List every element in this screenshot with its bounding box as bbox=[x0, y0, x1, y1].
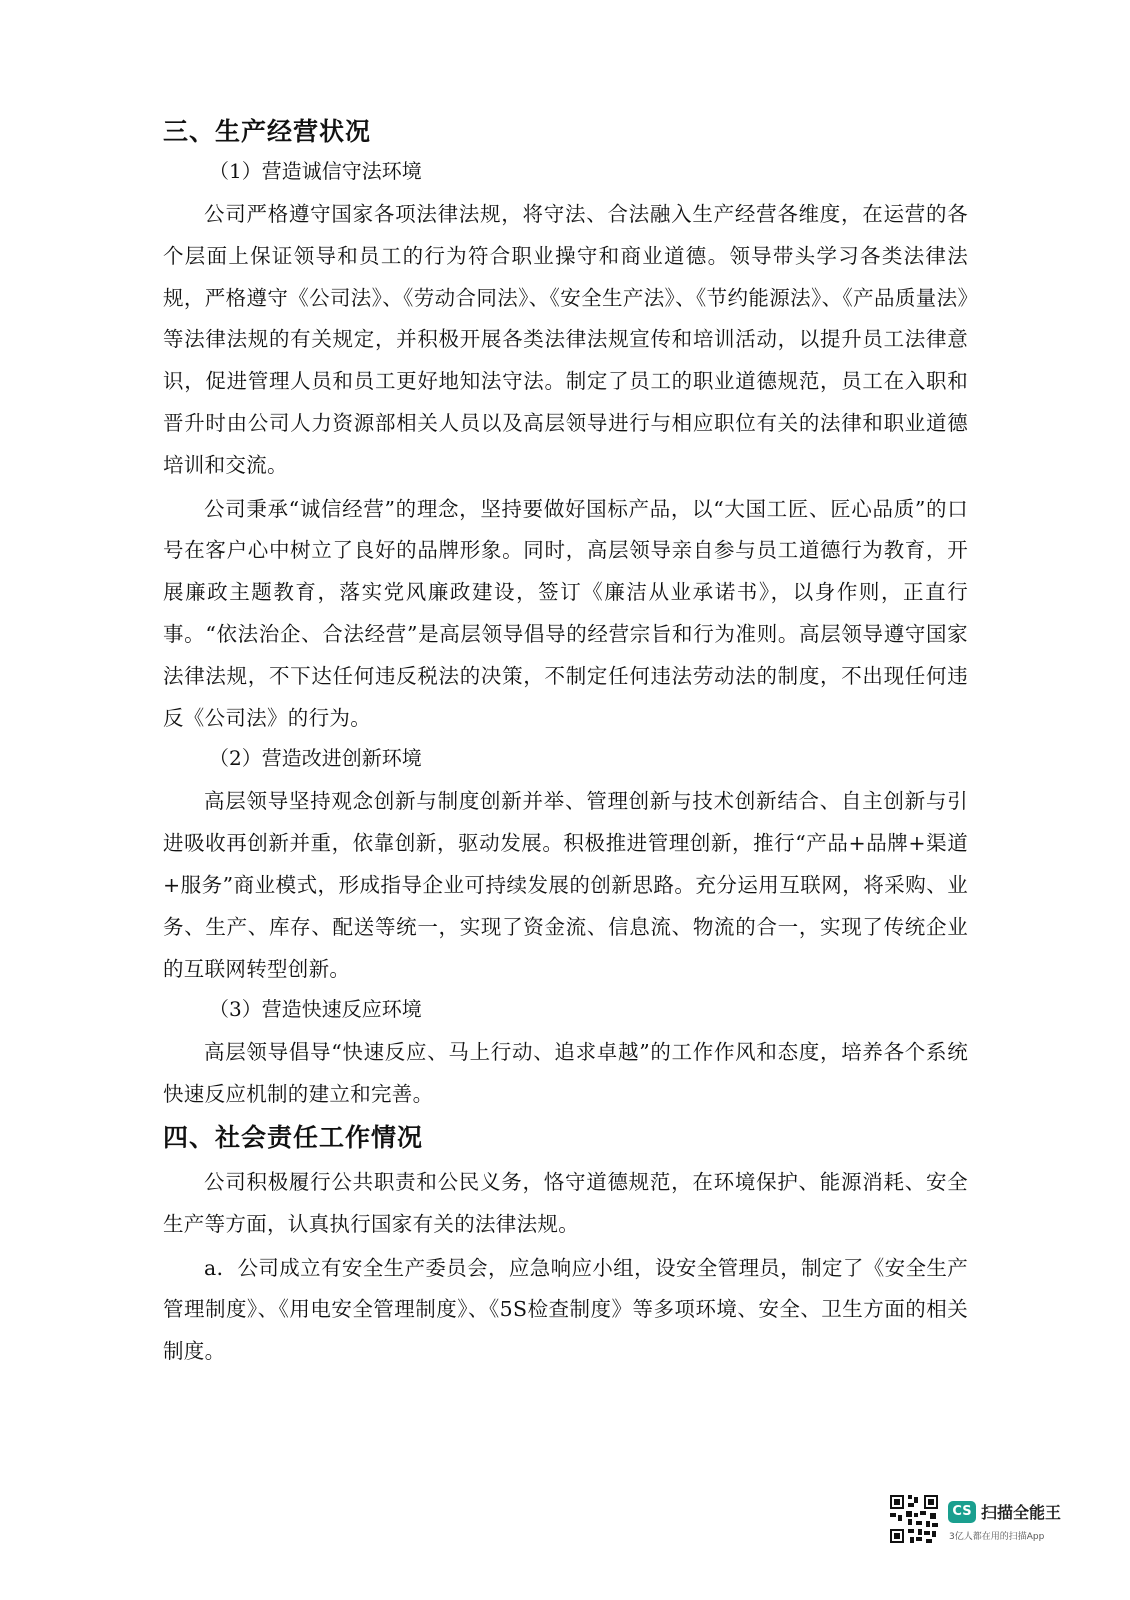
paragraph: 公司积极履行公共职责和公民义务，恪守道德规范，在环境保护、能源消耗、安全生产等方面，认真执行国家有关的法律法规。 bbox=[163, 1169, 968, 1236]
scanner-watermark bbox=[888, 1493, 1088, 1553]
subsection-1-title: （1）营造诚信守法环境 bbox=[209, 159, 422, 183]
subsection-3-title: （3）营造快速反应环境 bbox=[209, 997, 422, 1022]
section-4-heading: 四、社会责任工作情况 bbox=[163, 1122, 424, 1152]
paragraph: 高层领导倡导“快速反应、马上行动、追求卓越”的工作作风和态度，培养各个系统快速反应机制的建立和完善。 bbox=[163, 1040, 968, 1107]
brand-tagline: 3亿人都在用的扫描App bbox=[949, 1532, 1045, 1542]
section-3-heading: 三、生产经营状况 bbox=[163, 117, 372, 146]
document-body bbox=[163, 112, 968, 1375]
paragraph: 高层领导坚持观念创新与制度创新并举、管理创新与技术创新结合、自主创新与引进吸收再创新并重，依靠创新，驱动发展。积极推进管理创新，推行“产品+品牌+渠道+服务”商业模式，形成指导企业可持续发展的创新思路。充分运用互联网，将采购、业务、生产、库存、配送等统一，实现了资金流、信息流、物流的合一，实现了传统企业的互联网转型创新。 bbox=[163, 789, 968, 981]
camscanner-logo-icon: CS bbox=[948, 1501, 976, 1523]
brand-name: 扫描全能王 bbox=[981, 1503, 1062, 1522]
qr-code-icon bbox=[888, 1493, 940, 1545]
subsection-2-title: （2）营造改进创新环境 bbox=[209, 746, 422, 771]
paragraph: 公司秉承“诚信经营”的理念，坚持要做好国标产品，以“大国工匠、匠心品质”的口号在客户心中树立了良好的品牌形象。同时，高层领导亲自参与员工道德行为教育，开展廉政主题教育，落实党风廉政建设，签订《廉洁从业承诺书》，以身作则，正直行事。“依法治企、合法经营”是高层领导倡导的经营宗旨和行为准则。高层领导遵守国家法律法规，不下达任何违反税法的决策，不制定任何违法劳动法的制度，不出现任何违反《公司法》的行为。 bbox=[163, 496, 968, 730]
paragraph: a．公司成立有安全生产委员会，应急响应小组，设安全管理员，制定了《安全生产管理制度》、《用电安全管理制度》、《5S检查制度》等多项环境、安全、卫生方面的相关制度。 bbox=[163, 1255, 968, 1364]
paragraph: 公司严格遵守国家各项法律法规，将守法、合法融入生产经营各维度，在运营的各个层面上保证领导和员工的行为符合职业操守和商业道德。领导带头学习各类法律法规，严格遵守《公司法》、《劳动合同法》、《安全生产法》、《节约能源法》、《产品质量法》等法律法规的有关规定，并积极开展各类法律法规宣传和培训活动，以提升员工法律意识，促进管理人员和员工更好地知法守法。制定了员工的职业道德规范，员工在入职和晋升时由公司人力资源部相关人员以及高层领导进行与相应职位有关的法律和职业道德培训和交流。 bbox=[163, 202, 968, 477]
